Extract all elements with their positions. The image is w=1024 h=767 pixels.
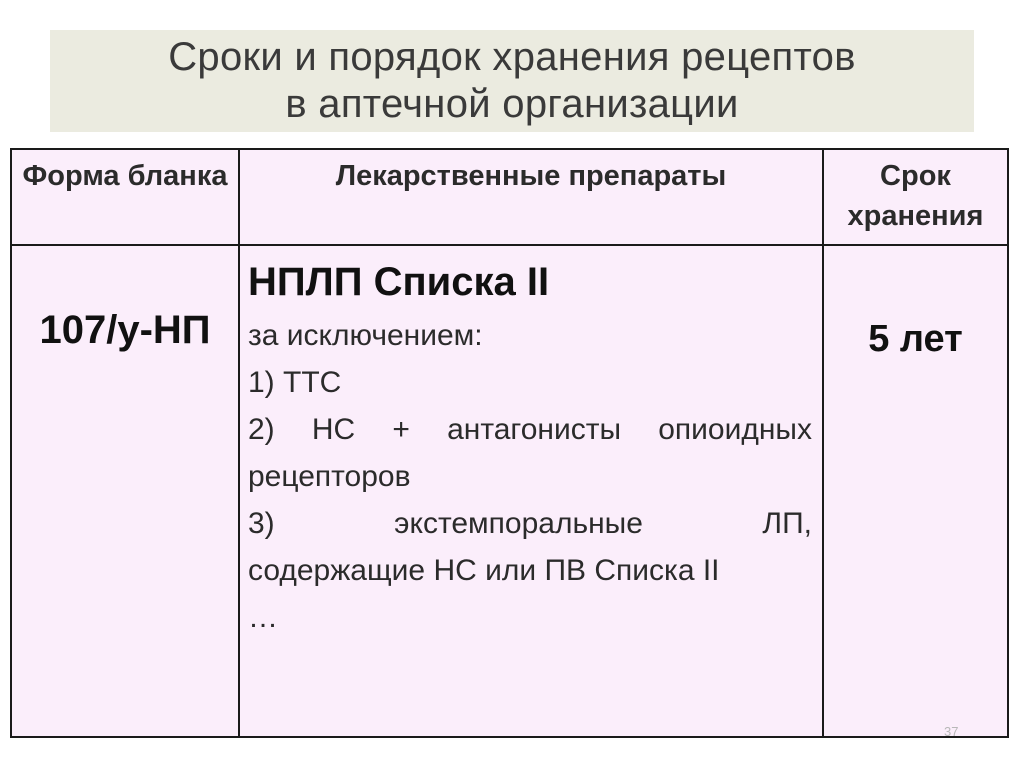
header-form: Форма бланка [11,149,239,245]
header-drugs: Лекарственные препараты [239,149,823,245]
title-line-2: в аптечной организации [285,82,739,126]
slide-title [50,30,974,132]
drugs-line: содержащие НС или ПВ Списка II [248,554,720,587]
header-term: Срок хранения [823,149,1008,245]
page-number: 37 [944,724,959,739]
cell-drugs [239,245,823,737]
title-line-1: Сроки и порядок хранения рецептов [168,35,856,79]
drugs-line: 1) ТТС [248,366,342,399]
cell-form: 107/у-НП [11,245,239,737]
header-row [11,149,1008,245]
drugs-heading: НПЛП Списка II [248,260,550,304]
drugs-line: рецепторов [248,460,411,493]
cell-term: 5 лет [823,245,1008,737]
drugs-line: за исключением: [248,319,483,352]
drugs-line: 2) НС + антагонисты опиоидных [248,413,812,446]
storage-table [10,148,1009,738]
drugs-line: 3) экстемпоральные ЛП, [248,507,812,540]
table-row [11,245,1008,737]
drugs-line: … [248,601,278,634]
